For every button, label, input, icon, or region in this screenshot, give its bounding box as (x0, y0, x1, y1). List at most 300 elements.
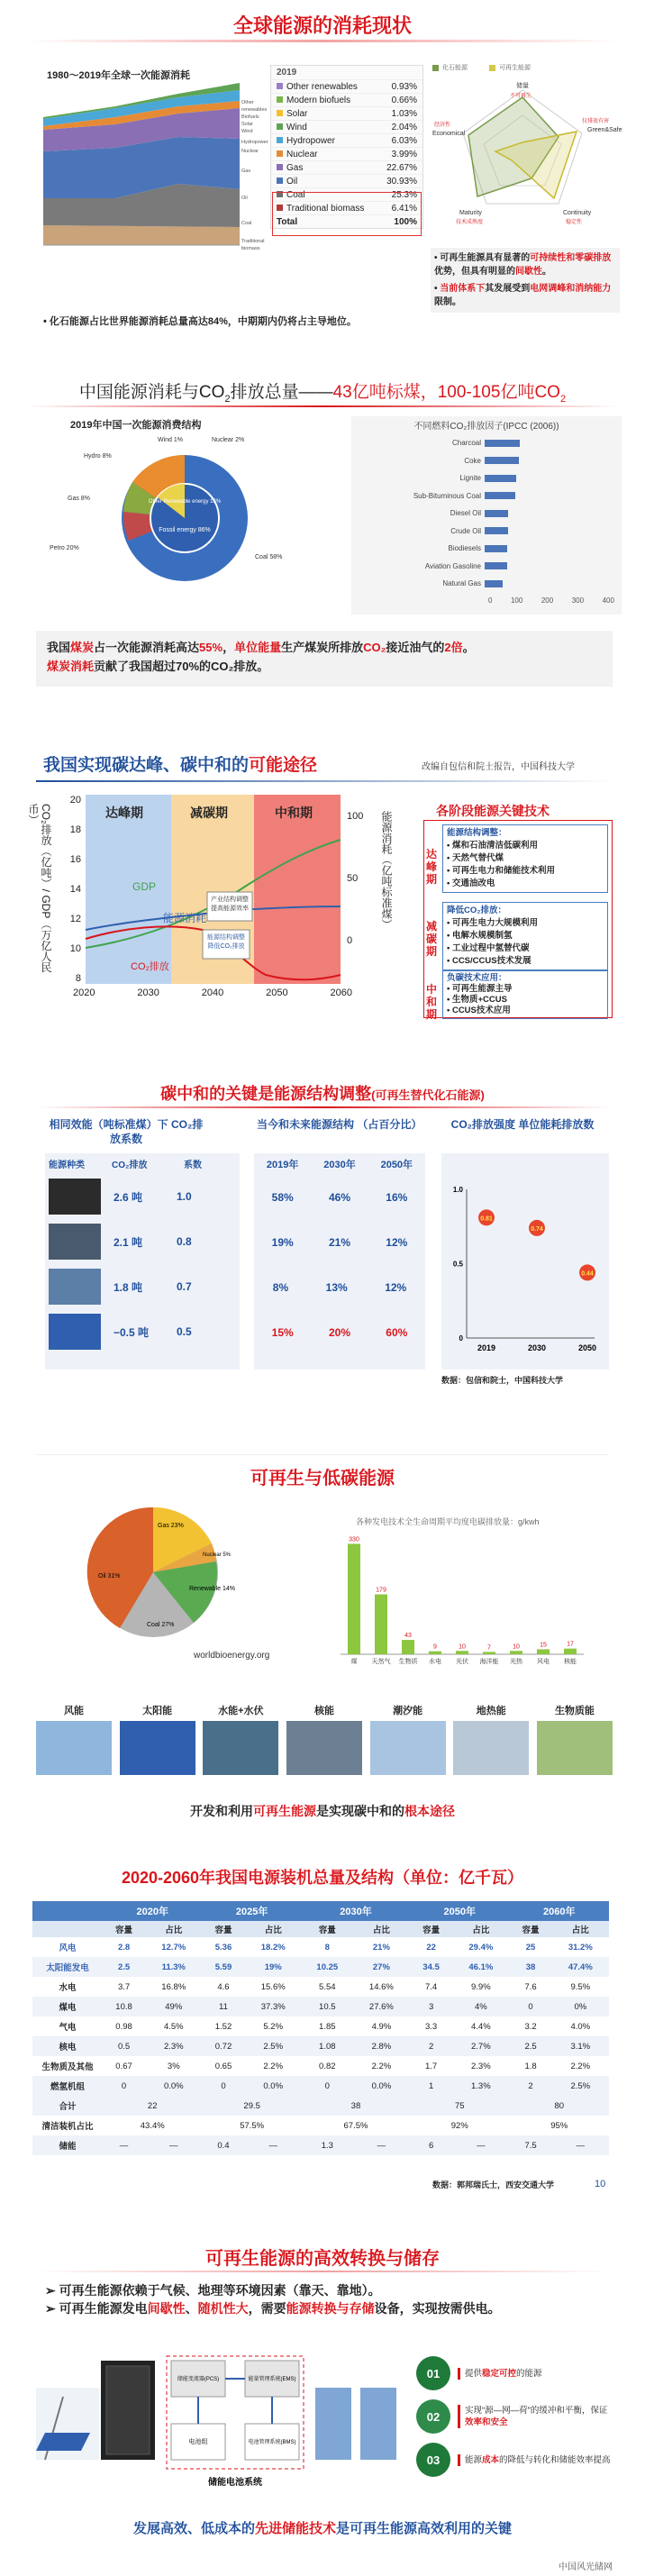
share-y2050: 12% (385, 1281, 407, 1294)
energy-image (537, 1721, 613, 1775)
table-cell: 37.3% (245, 1997, 302, 2016)
row-label: Other renewables (286, 81, 358, 92)
bar-category: 生物质 (398, 1659, 418, 1665)
list-item: • CCUS技术应用 (447, 1006, 511, 1015)
table-cell: 0.98 (103, 2016, 145, 2036)
watermark: 中国风光储网 (559, 2562, 613, 2572)
table-cell: 8 (302, 1937, 353, 1957)
table-cell: 0.0% (353, 2076, 410, 2096)
lifecycle-bar-chart (332, 1528, 602, 1681)
tech-panel (423, 820, 613, 1021)
table-cell: 0.82 (302, 2056, 353, 2076)
table-cell: 22 (410, 1937, 452, 1957)
table-cell-name (277, 96, 350, 105)
subheader-cell: 占比 (452, 1921, 509, 1937)
co2-value: 1.8 吨 (114, 1280, 143, 1294)
list-item: • CCS/CCUS技术发展 (447, 956, 531, 966)
summary-line-2: 煤炭消耗贡献了我国超过70%的CO₂排放。 (47, 660, 269, 673)
table-row (32, 1977, 609, 1997)
share-y2019: 8% (272, 1281, 289, 1294)
col2-title: 当今和未来能源结构 （占百分比） (257, 1118, 422, 1131)
diag-system: 储能电池系统 (208, 2478, 262, 2488)
list-item: • 生物质+CCUS (447, 995, 507, 1005)
title-underline (36, 1454, 609, 1455)
table-cell: 2.2% (353, 2056, 410, 2076)
row-label: 合计 (32, 2096, 103, 2116)
table-cell: 10.8 (103, 1997, 145, 2016)
bar-label: Diesel Oil (450, 509, 481, 518)
data-label: 0.74 (531, 1225, 543, 1233)
bar-category: 海洋能 (479, 1659, 499, 1665)
legend-swatch (277, 83, 283, 89)
table-row (32, 1937, 609, 1957)
table-cell: 38 (302, 2096, 410, 2116)
table-cell: 16.8% (145, 1977, 202, 1997)
table-cell: 2.2% (245, 2056, 302, 2076)
step-item (416, 2443, 614, 2477)
bar-value: 330 (349, 1536, 359, 1543)
legend-swatch (277, 177, 283, 184)
co2-value: 2.1 吨 (114, 1235, 143, 1249)
x-tick: 2019 (477, 1343, 496, 1352)
phase-lines (86, 795, 341, 984)
table-cell: — (452, 2135, 509, 2155)
table-cell: 2 (510, 2076, 552, 2096)
table-cell: 49% (145, 1997, 202, 2016)
table-cell: 4.6 (202, 1977, 244, 1997)
list-item: • 交通油改电 (447, 878, 495, 888)
col1-panel (45, 1153, 240, 1370)
table-cell-value: 22.67% (386, 162, 417, 173)
table-cell: 2.5 (103, 1957, 145, 1977)
capacity-table-wrap (32, 1901, 609, 2155)
tech-group-2: 降低CO₂排放： • 可再生电力大规模利用 • 电解水规模制氢 • 工业过程中氢替代碳 • CCS/CCUS技术发展 (442, 902, 608, 970)
list-item: • 天然气替代煤 (447, 853, 504, 863)
col3-title: CO₂排放强度 单位能耗排放数 (450, 1118, 595, 1131)
row-label: 核电 (32, 2036, 103, 2056)
bar-row (351, 487, 622, 505)
capacity-table (32, 1901, 609, 2155)
table-row (271, 106, 422, 120)
table-cell: 1.52 (202, 2016, 244, 2036)
bullet-left: • 化石能源占比世界能源消耗总量高达84%，中期期内仍将占主导地位。 (43, 316, 357, 327)
table-row (32, 2135, 609, 2155)
table-year: 2019 (277, 68, 297, 77)
table-cell: 1.08 (302, 2036, 353, 2056)
y-tick: 1.0 (452, 1186, 463, 1194)
table-header-row (32, 1901, 609, 1921)
area-trad-biomass (43, 225, 240, 245)
table-cell: 2.3% (452, 2056, 509, 2076)
table-row (32, 2076, 609, 2096)
row-label: 燃氢机组 (32, 2076, 103, 2096)
table-cell: 22 (103, 2096, 202, 2116)
energy-icon-card (453, 1703, 529, 1775)
table-cell: 4.0% (552, 2016, 609, 2036)
radar-sub-2: 稳定性 (566, 220, 583, 225)
table-cell: 11.3% (145, 1957, 202, 1977)
bar-value: 9 (433, 1643, 437, 1651)
slide4-source: 数据：包信和院士，中国科技大学 (441, 1376, 564, 1385)
table-cell: 1.85 (302, 2016, 353, 2036)
table-cell: 2 (410, 2036, 452, 2056)
year-header: 2050年 (410, 1901, 509, 1921)
table-cell: 2.3% (145, 2036, 202, 2056)
legend-item-3: Wind (241, 129, 253, 134)
bar (537, 1649, 550, 1654)
table-cell: 27% (353, 1957, 410, 1977)
bar-label: Coke (464, 456, 481, 465)
energy-image (453, 1721, 529, 1775)
row-label: 水电 (32, 1977, 103, 1997)
bar-row (351, 540, 622, 558)
slide3-source: 改编自包信和院士报告，中国科技大学 (422, 762, 575, 772)
table-row (271, 147, 422, 160)
table-cell: 0.65 (202, 2056, 244, 2076)
diag-bms: 电池管理系统(BMS) (248, 2440, 296, 2445)
step-number: 03 (416, 2443, 450, 2477)
list-item: • 工业过程中氢替代碳 (447, 943, 530, 953)
x-ticks: 2020 2030 2040 2050 2060 (73, 988, 352, 998)
table-cell: 31.2% (552, 1937, 609, 1957)
list-item: • 可再生能源主导 (447, 984, 513, 994)
table-cell: 18.2% (245, 1937, 302, 1957)
bullet-right-box (431, 248, 620, 313)
energy-icon-card (203, 1703, 278, 1775)
diag-battery: 电池组 (188, 2439, 208, 2445)
col1-headers: 能源种类 CO₂排放 系数 (49, 1161, 202, 1170)
energy-icon-label: 潮汐能 (393, 1706, 423, 1716)
table-row (271, 160, 422, 174)
coefficient: 0.7 (177, 1280, 192, 1293)
legend-swatch (277, 137, 283, 143)
radar-label-1: Green&Safe (587, 127, 622, 133)
bar-category: 核能 (564, 1659, 577, 1665)
table-row (254, 1265, 425, 1310)
coefficient: 0.8 (177, 1235, 192, 1248)
list-item: • 电解水规模制氢 (447, 931, 513, 941)
table-cell: — (145, 2135, 202, 2155)
share-y2030: 46% (328, 1191, 350, 1204)
table-cell: 0 (510, 1997, 552, 2016)
step-item (416, 2399, 614, 2434)
table-cell: — (353, 2135, 410, 2155)
legend-item-7: Oil (241, 196, 248, 201)
bar (564, 1649, 577, 1654)
table-cell: 1 (410, 2076, 452, 2096)
legend-item-6: Gas (241, 168, 251, 174)
table-cell: 3 (410, 1997, 452, 2016)
legend-item-8: Coal (241, 221, 252, 226)
table-cell-name (277, 150, 317, 159)
legend-swatch (277, 164, 283, 170)
table-cell-name (277, 163, 303, 173)
legend-item-0: Other renewables (241, 100, 268, 113)
table-cell: 7.5 (510, 2135, 552, 2155)
pie-center-label: Fossil energy 86% (159, 527, 211, 533)
share-y2050: 12% (386, 1236, 408, 1249)
slide5-bottom: 开发和利用可再生能源是实现碳中和的根本途径 (190, 1804, 455, 1818)
table-row (45, 1219, 240, 1264)
table-cell: 0 (302, 2076, 353, 2096)
bar (375, 1595, 387, 1654)
slide-global-energy (0, 0, 645, 360)
table-cell: 0% (552, 1997, 609, 2016)
bar (485, 440, 520, 447)
slide3-title: 我国实现碳达峰、碳中和的可能途径 (43, 756, 318, 775)
china-summary-box (36, 631, 613, 687)
pie-gas: Gas 23% (158, 1523, 184, 1529)
table-cell: 0 (103, 2076, 145, 2096)
bar-row (351, 523, 622, 541)
bar (485, 510, 508, 517)
subheader-cell: 占比 (552, 1921, 609, 1937)
table-cell: 43.4% (103, 2116, 202, 2135)
table-cell: 67.5% (302, 2116, 410, 2135)
table-cell-value: 6.41% (391, 203, 417, 214)
slide-carbon-path (0, 730, 645, 1063)
pie-oil: Oil 31% (98, 1573, 121, 1579)
list-item: • 可再生电力和储能技术利用 (447, 866, 555, 876)
slide7-bottom: 发展高效、低成本的先进储能技术是可再生能源高效利用的关键 (132, 2521, 513, 2536)
title-underline (27, 405, 618, 407)
table-cell: 1.3% (452, 2076, 509, 2096)
tech-group-3: 负碳技术应用： • 可再生能源主导 • 生物质+CCUS • CCUS技术应用 (442, 970, 608, 1019)
year-header: 2025年 (202, 1901, 301, 1921)
slide6-source: 数据：郭邦瑞氏士，西安交通大学 (432, 2180, 555, 2189)
legend-item-1: Biofuels (241, 114, 259, 120)
row-label: Nuclear (286, 149, 318, 159)
table-row (32, 2096, 609, 2116)
side-label-peak: 达峰期 (426, 848, 438, 886)
title-underline (36, 2271, 609, 2272)
table-row (254, 1220, 425, 1265)
table-cell-name (277, 136, 335, 146)
table-cell: 34.5 (410, 1957, 452, 1977)
table-cell: 10.5 (302, 1997, 353, 2016)
row-label: Total (277, 216, 298, 227)
row-label: Oil (286, 176, 298, 187)
table-cell: 4.4% (452, 2016, 509, 2036)
step-text: 提供稳定可控的能源 (458, 2368, 542, 2380)
table-cell: 3% (145, 2056, 202, 2076)
bar-label: Aviation Gasoline (424, 561, 481, 570)
bar-label: Lignite (459, 474, 481, 483)
share-y2030: 20% (328, 1326, 350, 1339)
fossil-highlight-box (272, 189, 422, 236)
intensity-scatter (441, 1153, 609, 1370)
table-cell-value: 100% (394, 216, 417, 227)
col2-headers: 2019年 2030年 2050年 (266, 1160, 413, 1170)
subheader-cell: 容量 (510, 1921, 552, 1937)
slide-structure (0, 1063, 645, 1442)
table-cell-value: 0.93% (391, 81, 417, 92)
legend-item-4: Hydropower (241, 140, 268, 145)
bar-row (351, 575, 622, 593)
bar (485, 457, 519, 464)
bullet-right-2: • 当前体系下其发展受到电网调峰和消纳能力限制。 (434, 284, 612, 307)
bar (485, 527, 508, 534)
bar-value: 10 (513, 1643, 520, 1651)
share-y2030: 21% (328, 1236, 350, 1249)
diag-pcs: 储能变流器(PCS) (177, 2377, 220, 2382)
bar-category: 水电 (429, 1659, 441, 1665)
y-tick: 0 (459, 1334, 463, 1343)
table-cell: 38 (510, 1957, 552, 1977)
table-row (271, 174, 422, 187)
table-row (32, 1997, 609, 2016)
legend-swatch (277, 123, 283, 130)
table-cell: 2.8% (353, 2036, 410, 2056)
step-number: 02 (416, 2399, 450, 2434)
line-label-gdp: GDP (132, 880, 157, 893)
summary-line-1: 我国煤炭占一次能源消耗高达55%，单位能量生产煤炭所排放CO₂接近油气的2倍。 (47, 641, 475, 654)
title-underline (36, 1106, 609, 1108)
table-row (32, 2016, 609, 2036)
bar-label: Charcoal (451, 439, 481, 448)
step-text: 能源成本的降低与转化和储能效率提高 (458, 2454, 611, 2466)
table-cell: 4% (452, 1997, 509, 2016)
coefficient: 1.0 (177, 1190, 192, 1203)
col1-title: 相同效能（吨标准煤）下 CO₂排放系数 (49, 1118, 204, 1145)
table-cell-value: 3.99% (391, 149, 417, 159)
data-label: 0.81 (480, 1215, 493, 1223)
title-underline (27, 40, 618, 42)
row-label: 生物质及其他 (32, 2056, 103, 2076)
table-cell: 5.36 (202, 1937, 244, 1957)
bar-row (351, 558, 622, 576)
table-cell: 0.72 (202, 2036, 244, 2056)
table-cell: 92% (410, 2116, 509, 2135)
pie-label-gas: Gas 8% (68, 496, 90, 502)
row-label: 储能 (32, 2135, 103, 2155)
table-cell: 3.1% (552, 2036, 609, 2056)
table-cell: 12.7% (145, 1937, 202, 1957)
table-cell: 2.5 (510, 2036, 552, 2056)
bar-label: Biodiesels (448, 544, 481, 553)
table-cell-name (277, 82, 358, 92)
legend-swatch (277, 110, 283, 116)
list-item: • 可再生电力大规模利用 (447, 918, 538, 928)
table-cell: 80 (510, 2096, 610, 2116)
col1-rows (45, 1174, 240, 1354)
radar-sub-1: 仅排放有害 (582, 119, 610, 124)
bar (510, 1651, 522, 1654)
year-header: 2020年 (103, 1901, 202, 1921)
slide4-title: 碳中和的关键是能源结构调整(可再生替代化石能源) (160, 1085, 485, 1103)
table-cell: 57.5% (202, 2116, 301, 2135)
table-cell: 95% (510, 2116, 610, 2135)
bar (402, 1640, 414, 1654)
radar-sub-3: 技术成熟度 (456, 220, 484, 225)
pie-label-coal: Coal 58% (255, 554, 283, 560)
bar-value: 15 (540, 1642, 547, 1649)
bar-category: 光伏 (456, 1659, 468, 1665)
table-cell: 4.5% (145, 2016, 202, 2036)
bar-category: 煤 (350, 1659, 358, 1665)
pie-renewable: Renewable 14% (189, 1586, 235, 1592)
bar-row (351, 469, 622, 487)
row-label: 风电 (32, 1937, 103, 1957)
subheader-cell: 容量 (103, 1921, 145, 1937)
annot-box-2: 能源结构调整 降低CO₂排放 (207, 934, 245, 950)
energy-image (203, 1721, 278, 1775)
legend-swatch (277, 150, 283, 157)
row-label: Traditional biomass (286, 203, 365, 214)
table-cell-value: 0.66% (391, 95, 417, 105)
table-row (32, 2116, 609, 2135)
col3-panel (441, 1153, 609, 1370)
table-cell-value: 1.03% (391, 108, 417, 119)
energy-icon-label: 太阳能 (142, 1706, 173, 1716)
share-y2019: 19% (271, 1236, 294, 1249)
table-cell: 5.54 (302, 1977, 353, 1997)
phase-label-1: 减碳期 (190, 806, 228, 820)
subheader-cell: 容量 (302, 1921, 353, 1937)
bar-category: 风电 (537, 1659, 550, 1665)
bar (485, 492, 515, 499)
row-label: Hydropower (286, 135, 335, 146)
table-cell: 14.6% (353, 1977, 410, 1997)
table-cell: 4.9% (353, 2016, 410, 2036)
table-cell: — (245, 2135, 302, 2155)
energy-image (370, 1721, 446, 1775)
table-cell: 2.7% (452, 2036, 509, 2056)
table-subheader-row (32, 1921, 609, 1937)
col2-panel (254, 1153, 425, 1370)
tech-title: 各阶段能源关键技术 (436, 804, 550, 818)
row-label: Wind (286, 122, 307, 132)
left-axis-label: CO₂排放（亿吨）/ GDP（万亿人民币） (27, 804, 52, 973)
table-cell: 19% (245, 1957, 302, 1977)
energy-image (120, 1721, 195, 1775)
area-legend (241, 99, 272, 252)
pie-nuclear: Nuclear 5% (203, 1552, 232, 1558)
slide-renewables (0, 1442, 645, 1838)
table-cell: 15.6% (245, 1977, 302, 1997)
table-cell: 21% (353, 1937, 410, 1957)
table-cell: 1.7 (410, 2056, 452, 2076)
year-header: 2060年 (510, 1901, 610, 1921)
bar (485, 545, 507, 552)
table-cell: 0.0% (145, 2076, 202, 2096)
table-cell: 47.4% (552, 1957, 609, 1977)
share-y2019: 15% (271, 1326, 294, 1339)
storage-bullet-2: ➢ 可再生能源发电间歇性、随机性大，需要能源转换与存储设备，实现按需供电。 (45, 2301, 501, 2316)
phase-label-0: 达峰期 (105, 806, 143, 820)
table-row (271, 133, 422, 147)
radar-chart (432, 79, 622, 232)
pie-label-petro: Petro 20% (50, 545, 79, 551)
radar-legend (432, 63, 531, 72)
step-text: 实现“源—网—荷”的缓冲和平衡，保证效率和安全 (458, 2405, 614, 2428)
radar-label-4: Economical (432, 131, 466, 137)
table-cell: 0 (202, 2076, 244, 2096)
slide-china-energy (0, 360, 645, 730)
page-number: 10 (595, 2179, 606, 2189)
share-y2030: 13% (325, 1281, 348, 1294)
china-energy-pie (50, 432, 284, 599)
radar-label-0: 储量 (516, 83, 529, 89)
storage-system-diagram (36, 2352, 432, 2496)
y-tick: 0.5 (452, 1260, 463, 1269)
table-cell: 5.2% (245, 2016, 302, 2036)
table-cell: 29.5 (202, 2096, 301, 2116)
energy-type-image (49, 1224, 101, 1260)
table-cell: 0.67 (103, 2056, 145, 2076)
coefficient: 0.5 (177, 1325, 192, 1338)
x-tick: 2050 (577, 1343, 597, 1352)
